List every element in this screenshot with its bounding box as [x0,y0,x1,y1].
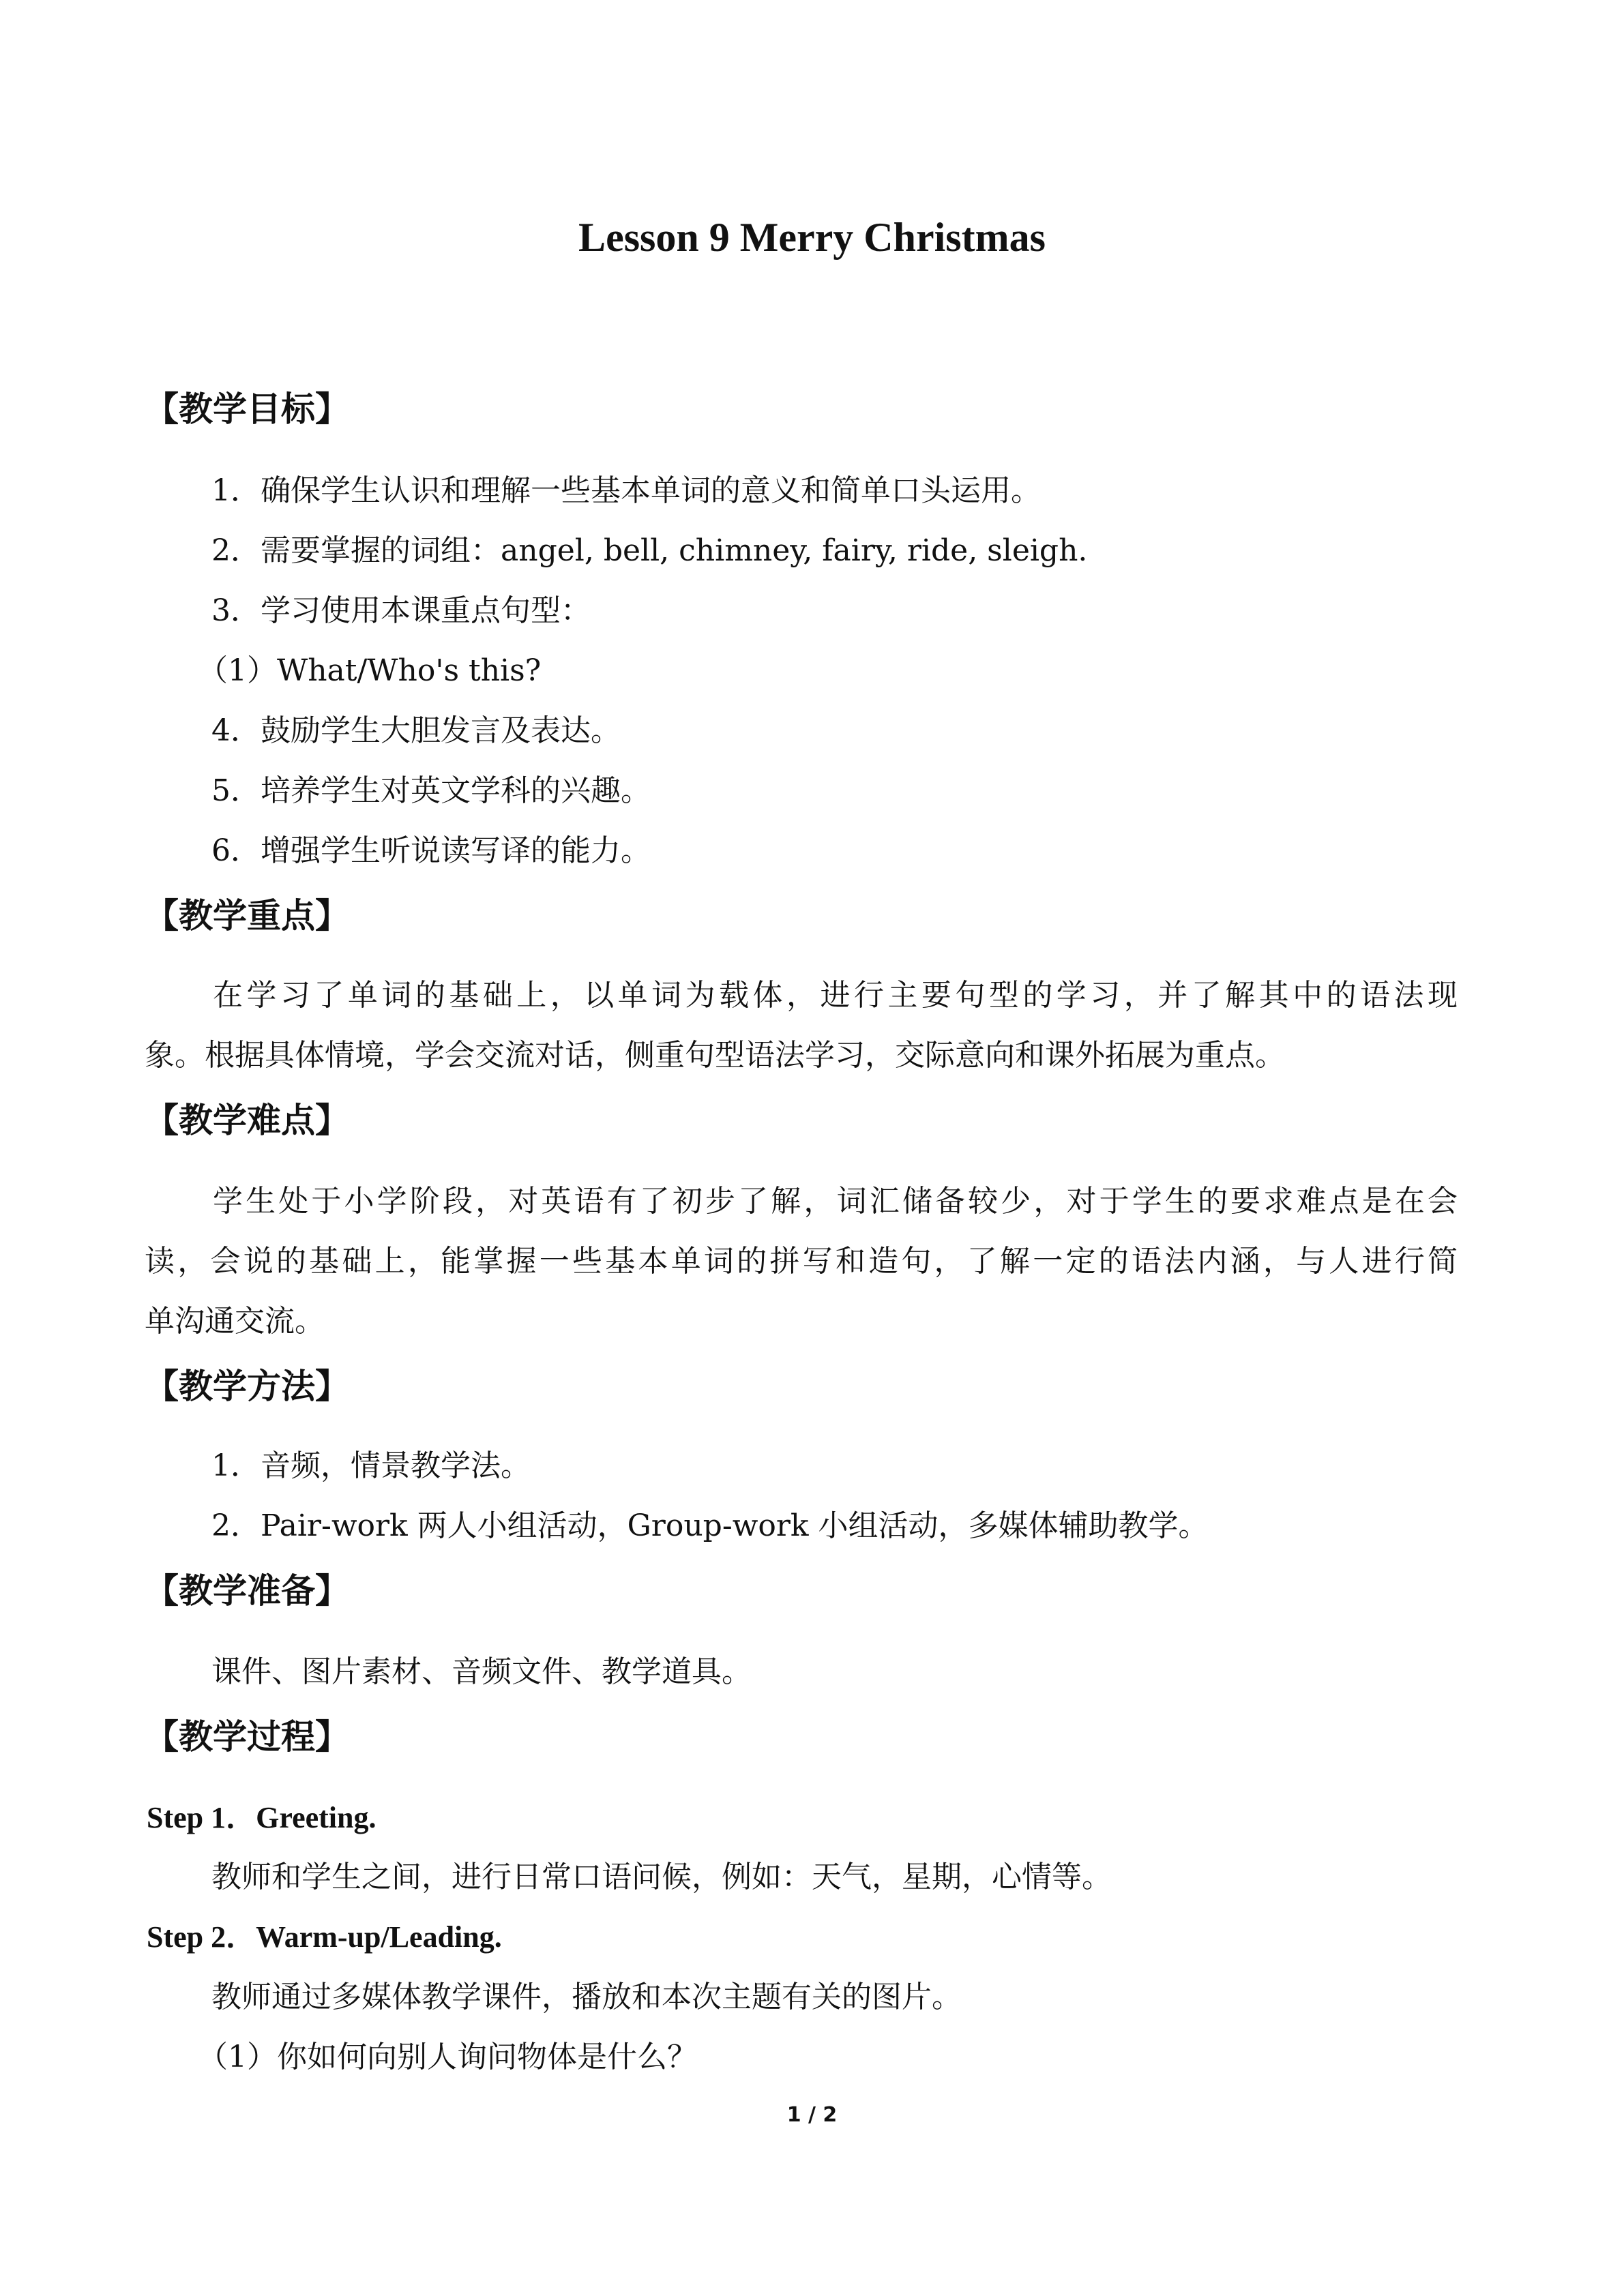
step-1-text: 教师和学生之间，进行日常口语问候，例如：天气，星期，心情等。 [211,1860,1112,1894]
objective-item-1: 1．确保学生认识和理解一些基本单词的意义和简单口头运用。 [211,473,1041,508]
heading-preparation: 【教学准备】 [145,1571,349,1611]
preparation-text: 课件、图片素材、音频文件、教学道具。 [211,1654,752,1689]
document-title: Lesson 9 Merry Christmas [578,215,1046,260]
objective-item-3: 3．学习使用本课重点句型： [211,593,591,628]
page-number: 1 / 2 [786,2103,838,2127]
heading-key-points: 【教学重点】 [145,896,349,936]
heading-process: 【教学过程】 [145,1717,349,1757]
method-item-2: 2．Pair-work 两人小组活动，Group-work 小组活动，多媒体辅助教学。 [211,1508,1209,1543]
objective-item-4: 4．鼓励学生大胆发言及表达。 [211,713,621,748]
difficulties-line-3: 单沟通交流。 [145,1304,325,1339]
objective-item-6: 6．增强学生听说读写译的能力。 [211,833,651,868]
objective-item-5: 5．培养学生对英文学科的兴趣。 [211,773,651,808]
objective-item-2: 2．需要掌握的词组：angel, bell, chimney, fairy, ride, sleigh. [211,533,1088,568]
difficulties-line-1: 学生处于小学阶段，对英语有了初步了解，词汇储备较少，对于学生的要求难点是在会 [213,1184,1458,1219]
key-points-line-2: 象。根据具体情境，学会交流对话，侧重句型语法学习，交际意向和课外拓展为重点。 [145,1038,1285,1073]
step-1-title: Step 1．Greeting. [147,1801,377,1834]
heading-methods: 【教学方法】 [145,1367,349,1406]
step-2-subitem: （1）你如何向别人询问物体是什么？ [198,2040,697,2074]
key-points-line-1: 在学习了单词的基础上，以单词为载体，进行主要句型的学习，并了解其中的语法现 [213,978,1458,1013]
objective-subitem-1: （1）What/Who's this? [198,653,542,688]
step-2-text: 教师通过多媒体教学课件，播放和本次主题有关的图片。 [211,1980,962,2014]
step-2-title: Step 2．Warm-up/Leading. [147,1920,502,1954]
method-item-1: 1．音频，情景教学法。 [211,1448,531,1483]
heading-difficulties: 【教学难点】 [145,1101,349,1140]
difficulties-line-2: 读，会说的基础上，能掌握一些基本单词的拼写和造句，了解一定的语法内涵，与人进行简 [145,1244,1458,1279]
heading-objectives: 【教学目标】 [145,389,349,429]
